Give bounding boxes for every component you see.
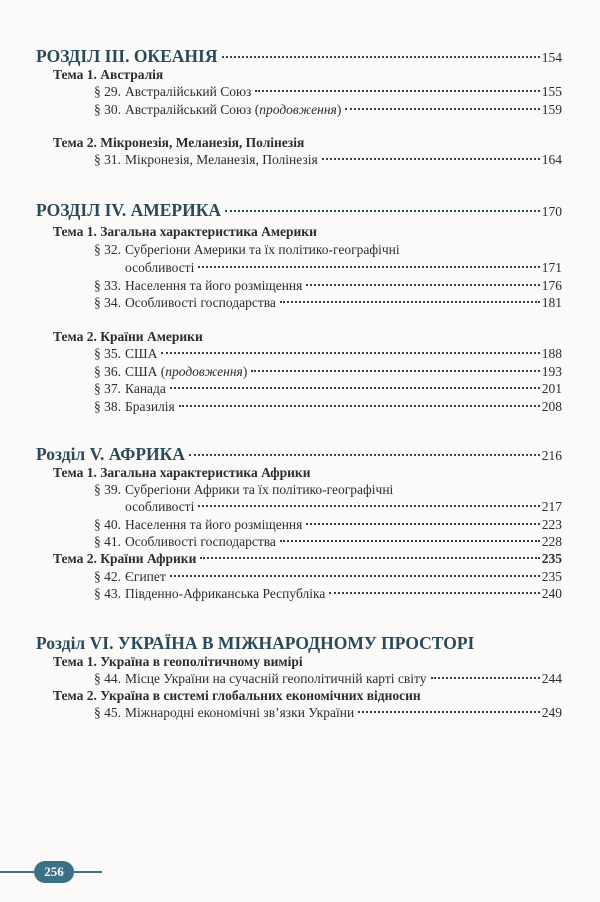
section-heading: Розділ VІ. УКРАЇНА В МІЖНАРОДНОМУ ПРОСТОРІ	[36, 633, 475, 653]
section-heading: Розділ V. АФРИКА 216	[36, 444, 562, 464]
topic-heading: Тема 1. Україна в геополітичному вимірі	[53, 654, 303, 669]
toc-entry[interactable]: § 32. Субрегіони Америки та їх політико-географічні	[94, 242, 400, 257]
toc-entry[interactable]: § 41. Особливості господарства 228	[94, 534, 562, 549]
toc-entry[interactable]: § 39. Субрегіони Африки та їх політико-географічні	[94, 482, 394, 497]
toc-entry[interactable]: § 42. Єгипет 235	[94, 569, 562, 584]
page-number-badge: 256	[34, 861, 74, 883]
toc-entry[interactable]: § 38. Бразилія 208	[94, 399, 562, 414]
dot-leader	[222, 56, 540, 58]
topic-heading: Тема 2. Країни Америки	[53, 329, 203, 344]
topic-heading: Тема 2. Мікронезія, Меланезія, Полінезія	[53, 135, 305, 150]
topic-heading[interactable]: Тема 2. Країни Африки 235	[53, 551, 562, 566]
topic-heading: Тема 1. Загальна характеристика Америки	[53, 224, 317, 239]
toc-entry-continuation[interactable]: особливості 171	[125, 260, 562, 275]
toc-entry[interactable]: § 40. Населення та його розміщення 223	[94, 517, 562, 532]
toc-entry[interactable]: § 33. Населення та його розміщення 176	[94, 278, 562, 293]
toc-entry[interactable]: § 45. Міжнародні економічні зв’язки України 249	[94, 705, 562, 720]
topic-heading: Тема 2. Україна в системі глобальних економічних відносин	[53, 688, 421, 703]
toc-entry-continuation[interactable]: особливості 217	[125, 499, 562, 514]
toc-entry[interactable]: § 34. Особливості господарства 181	[94, 295, 562, 310]
toc-entry[interactable]: § 44. Місце України на сучасній геополітичній карті світу 244	[94, 671, 562, 686]
toc-entry[interactable]: § 36. США (продовження) 193	[94, 364, 562, 379]
section-heading: РОЗДІЛ IV. АМЕРИКА 170	[36, 200, 562, 220]
toc-entry[interactable]: § 29. Австралійський Союз 155	[94, 84, 562, 99]
toc-entry[interactable]: § 43. Південно-Африканська Республіка 240	[94, 586, 562, 601]
topic-heading: Тема 1. Загальна характеристика Африки	[53, 465, 311, 480]
section-heading: РОЗДІЛ ІІІ. ОКЕАНІЯ 154	[36, 46, 562, 66]
topic-heading: Тема 1. Австралія	[53, 67, 164, 82]
toc-entry[interactable]: § 31. Мікронезія, Меланезія, Полінезія 164	[94, 152, 562, 167]
toc-entry[interactable]: § 37. Канада 201	[94, 381, 562, 396]
toc-entry[interactable]: § 35. США 188	[94, 346, 562, 361]
toc-entry[interactable]: § 30. Австралійський Союз (продовження) 159	[94, 102, 562, 117]
